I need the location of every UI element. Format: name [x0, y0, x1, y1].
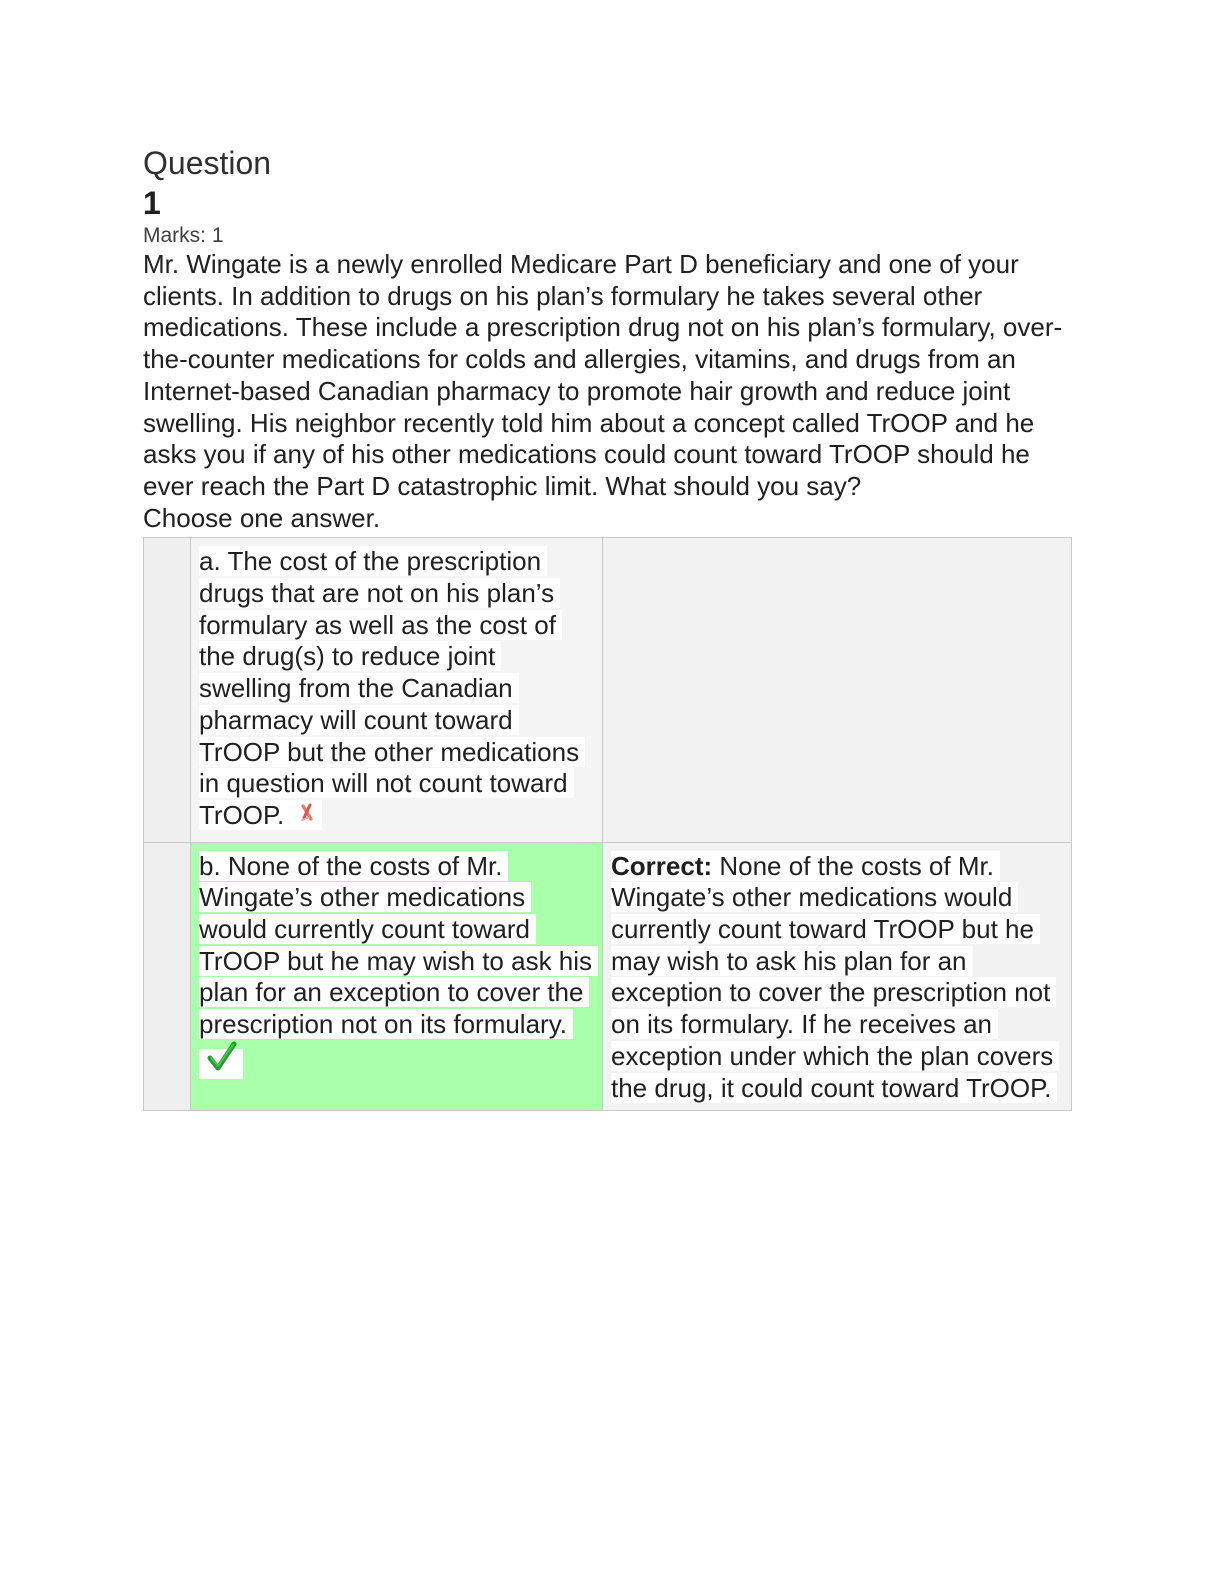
question-text: Mr. Wingate is a newly enrolled Medicare Part D beneficiary and one of your clients. In addition to drugs on his plan’s formulary he takes several other medications. These include a prescription drug not on his plan’s formulary, over-the-counter medications for colds and allergies, vitamins, and drugs from an Internet-based Canadian pharmacy to promote hair growth and reduce joint swelling. His neighbor recently told him about a concept called TrOOP and he asks you if any of his other medications could count toward TrOOP should he ever reach the Part D catastrophic limit. What should you say?	[143, 249, 1063, 501]
answer-row-b	[144, 842, 1072, 1111]
answer-a-select-cell[interactable]	[144, 538, 191, 842]
answer-b-feedback: None of the costs of Mr. Wingate’s other medications would currently count toward TrOOP but he may wish to ask his plan for an exception to cover the prescription not on its formulary. If he receives an exception under which the plan covers the drug, it could count toward TrOOP.	[611, 850, 1054, 1103]
answer-b-text: b. None of the costs of Mr. Wingate’s other medications would currently count toward TrOOP but he may wish to ask his plan for an exception to cover the prescription not on its formulary.	[199, 851, 598, 1040]
answer-instruction: Choose one answer.	[143, 502, 381, 533]
answer-a-feedback-cell	[603, 538, 1072, 842]
answer-b-feedback-cell	[603, 842, 1072, 1111]
question-marks: Marks: 1	[143, 224, 224, 247]
answer-a-text: a. The cost of the prescription drugs that are not on his plan’s formulary as well as the cost of the drug(s) to reduce joint swelling from the Canadian pharmacy will count toward TrOOP but the other medications in question will not count toward TrOOP.	[199, 546, 585, 830]
answer-b-select-cell[interactable]	[144, 842, 191, 1111]
correct-check-icon	[207, 1041, 237, 1081]
answer-a-text-cell	[191, 538, 603, 842]
answer-b-text-cell	[191, 842, 603, 1111]
answer-row-a	[144, 538, 1072, 842]
question-heading: Question	[143, 145, 272, 181]
incorrect-cross-icon	[298, 800, 316, 832]
quiz-page	[143, 143, 1070, 1111]
answers-table	[143, 537, 1072, 1111]
feedback-correct-label: Correct:	[611, 850, 713, 881]
question-number: 1	[143, 185, 161, 221]
